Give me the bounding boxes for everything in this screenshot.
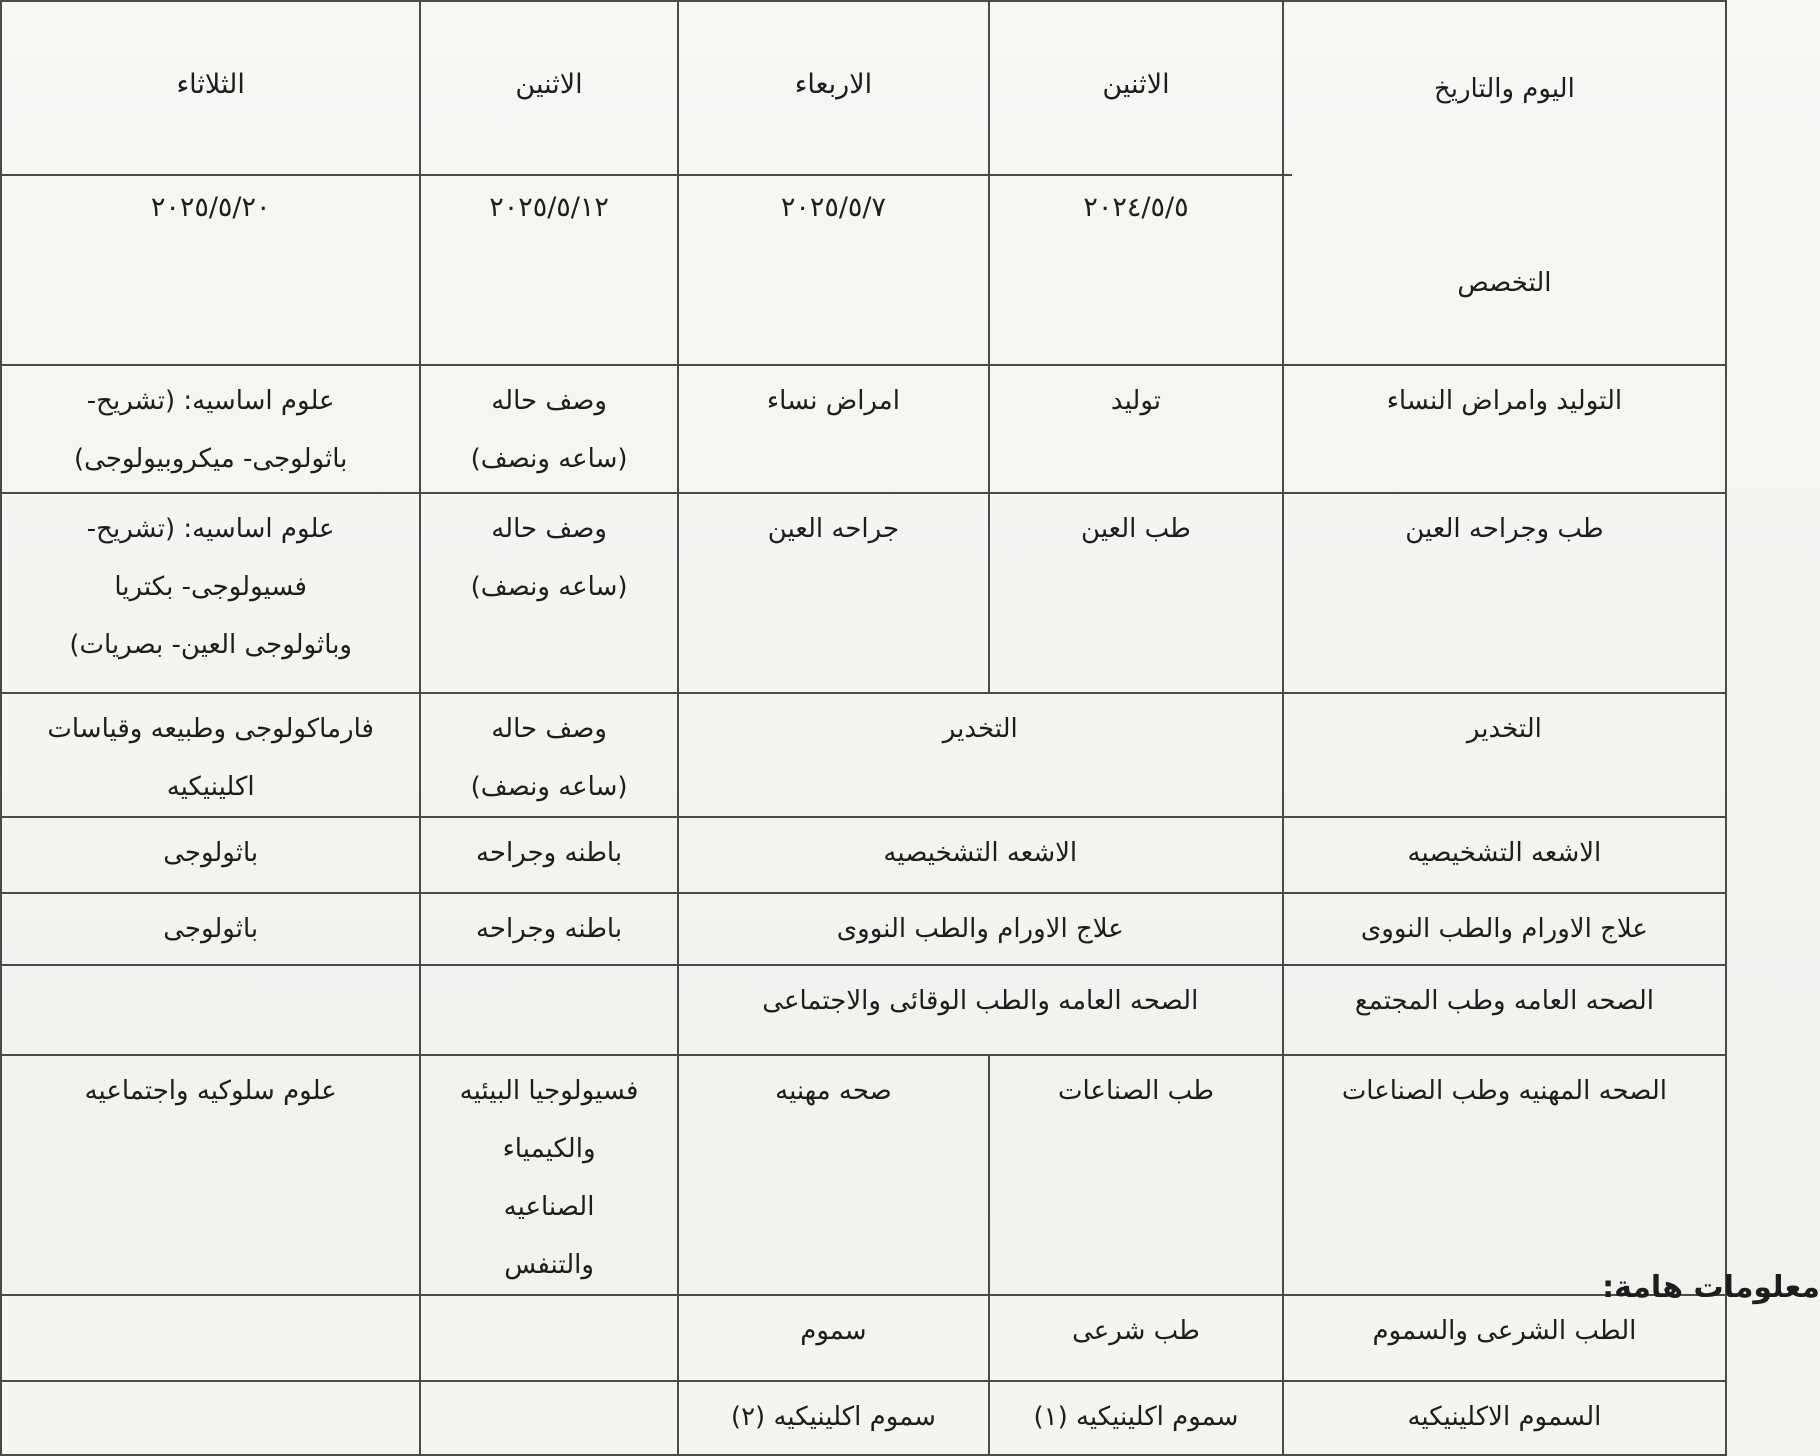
exam-cell <box>1 1381 420 1455</box>
table-row <box>1 1055 1726 1295</box>
exam-cell <box>1 965 420 1055</box>
exam-cell <box>420 1295 677 1381</box>
exam-cell: باطنه وجراحه <box>420 893 677 965</box>
table-row <box>1 817 1726 893</box>
specialty-cell: الصحه العامه وطب المجتمع <box>1283 965 1726 1055</box>
day-name: الاثنين <box>515 69 583 100</box>
exam-cell: صحه مهنيه <box>678 1055 989 1295</box>
specialty-cell: التوليد وامراض النساء <box>1283 365 1726 493</box>
specialty-label: التخصص <box>1457 268 1552 298</box>
specialty-cell: طب وجراحه العين <box>1283 493 1726 693</box>
exam-cell: باطنه وجراحه <box>420 817 677 893</box>
exam-cell: طب الصناعات <box>989 1055 1283 1295</box>
day-date: ٢٠٢٥/٥/٢٠ <box>0 174 429 228</box>
header-day-cell <box>420 1 677 365</box>
exam-cell: فارماكولوجى وطبيعه وقياسات اكلينيكيه <box>1 693 420 817</box>
exam-cell: سموم <box>678 1295 989 1381</box>
exam-cell: وصف حاله (ساعه ونصف) <box>420 365 677 493</box>
specialty-cell: الاشعه التشخيصيه <box>1283 817 1726 893</box>
exam-cell <box>420 965 677 1055</box>
important-info-heading: معلومات هامة: <box>1602 1270 1820 1305</box>
day-date: ٢٠٢٤/٥/٥ <box>980 174 1292 228</box>
specialty-cell: الطب الشرعى والسموم <box>1283 1295 1726 1381</box>
exam-cell: توليد <box>989 365 1283 493</box>
exam-cell <box>1 1295 420 1381</box>
merged-exam-cell: الاشعه التشخيصيه <box>678 817 1283 893</box>
day-date: ٢٠٢٥/٥/١٢ <box>411 174 686 228</box>
header-day-cell <box>1 1 420 365</box>
exam-cell: باثولوجى <box>1 893 420 965</box>
day-date-label: اليوم والتاريخ <box>1433 74 1575 104</box>
exam-cell: فسيولوجيا البيئيه والكيمياء الصناعيه والتنفس <box>420 1055 677 1295</box>
specialty-cell: الصحه المهنيه وطب الصناعات <box>1283 1055 1726 1295</box>
header-specialty-cell <box>1283 1 1726 365</box>
table-row <box>1 893 1726 965</box>
header-day-cell <box>989 1 1283 365</box>
day-name: الاربعاء <box>794 69 873 100</box>
day-date: ٢٠٢٥/٥/٧ <box>669 174 998 228</box>
table-row <box>1 965 1726 1055</box>
exam-cell: جراحه العين <box>678 493 989 693</box>
merged-exam-cell: علاج الاورام والطب النووى <box>678 893 1283 965</box>
exam-cell <box>420 1381 677 1455</box>
exam-cell: طب شرعى <box>989 1295 1283 1381</box>
day-name: الثلاثاء <box>176 69 245 100</box>
exam-cell: سموم اكلينيكيه (٢) <box>678 1381 989 1455</box>
table-row <box>1 493 1726 693</box>
specialty-cell: السموم الاكلينيكيه <box>1283 1381 1726 1455</box>
table-row <box>1 1381 1726 1455</box>
exam-cell: علوم سلوكيه واجتماعيه <box>1 1055 420 1295</box>
day-name: الاثنين <box>1102 69 1170 100</box>
exam-cell: وصف حاله (ساعه ونصف) <box>420 693 677 817</box>
exam-cell: سموم اكلينيكيه (١) <box>989 1381 1283 1455</box>
exam-cell: باثولوجى <box>1 817 420 893</box>
exam-cell: وصف حاله (ساعه ونصف) <box>420 493 677 693</box>
exam-cell: علوم اساسيه: (تشريح- فسيولوجى- بكتريا وباثولوجى العين- بصريات) <box>1 493 420 693</box>
specialty-cell: علاج الاورام والطب النووى <box>1283 893 1726 965</box>
header-day-cell <box>678 1 989 365</box>
exam-cell: علوم اساسيه: (تشريح- باثولوجى- ميكروبيولوجى) <box>1 365 420 493</box>
table-row <box>1 365 1726 493</box>
header-row <box>1 1 1726 365</box>
exam-cell: طب العين <box>989 493 1283 693</box>
merged-exam-cell: التخدير <box>678 693 1283 817</box>
table-row <box>1 693 1726 817</box>
merged-exam-cell: الصحه العامه والطب الوقائى والاجتماعى <box>678 965 1283 1055</box>
exam-cell: امراض نساء <box>678 365 989 493</box>
specialty-cell: التخدير <box>1283 693 1726 817</box>
table-row <box>1 1295 1726 1381</box>
